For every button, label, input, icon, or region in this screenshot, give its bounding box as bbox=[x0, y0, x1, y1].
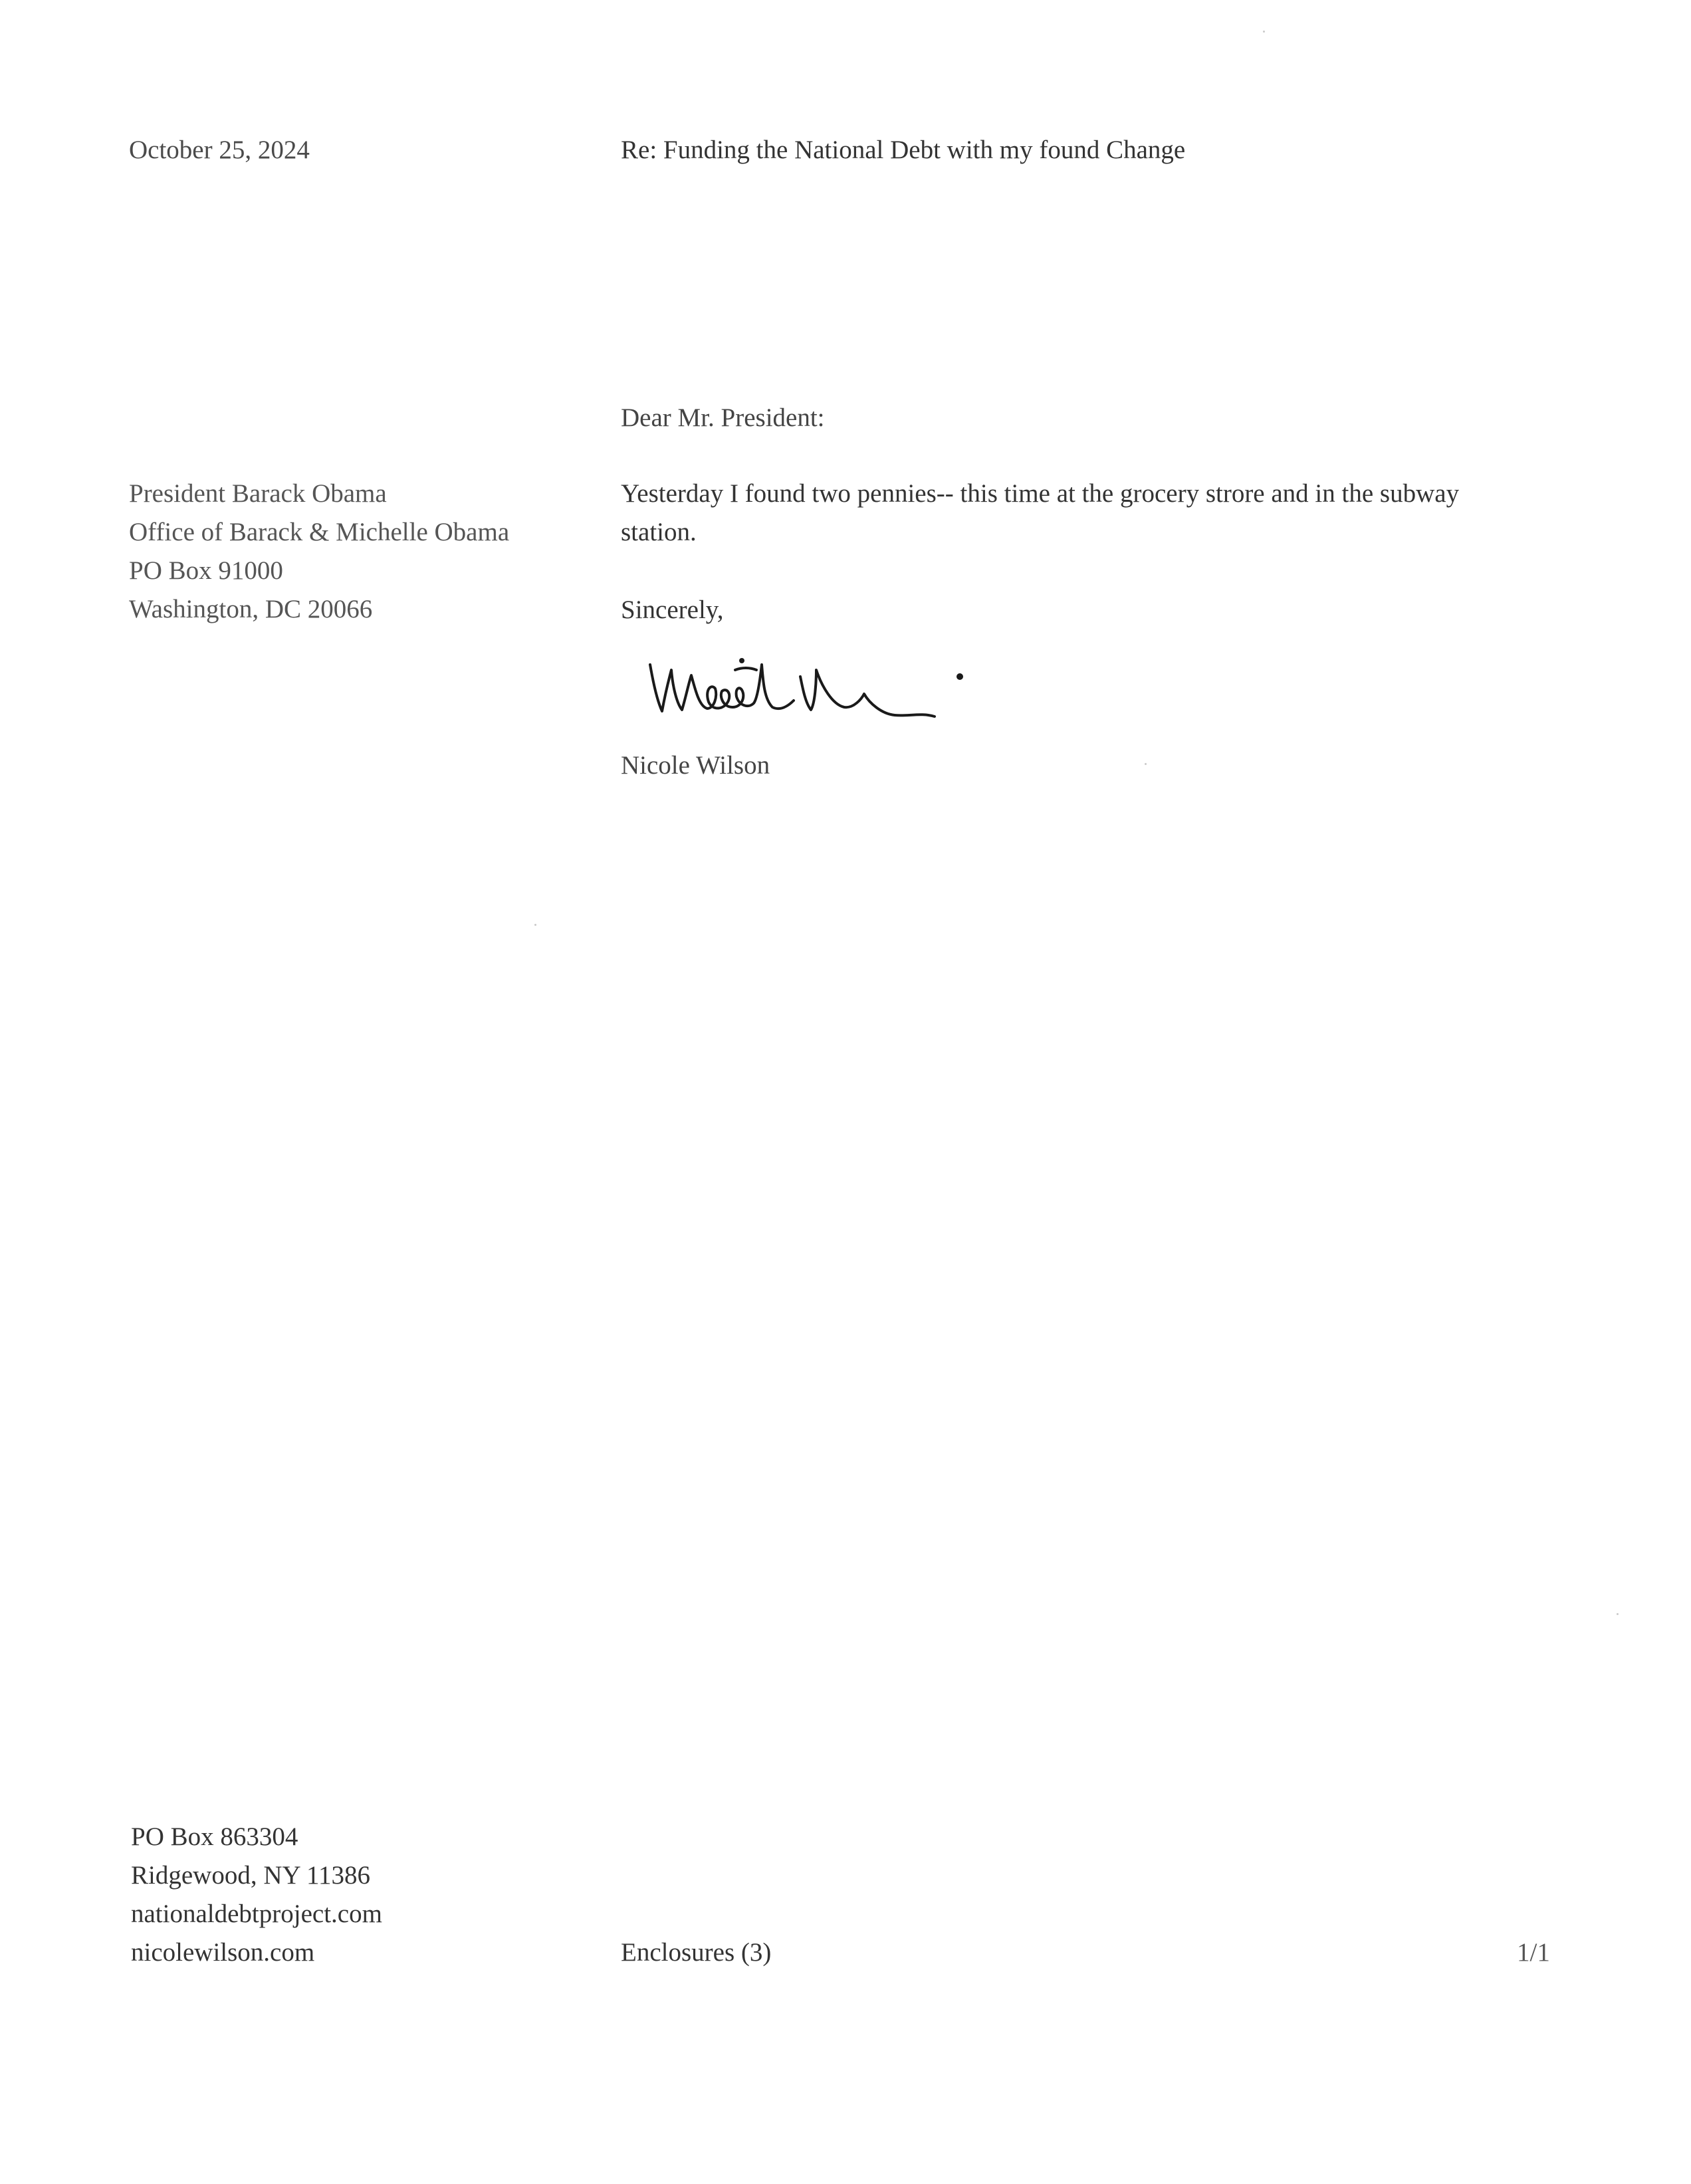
page-number: 1/1 bbox=[1517, 1938, 1550, 1967]
recipient-name: President Barack Obama bbox=[129, 479, 387, 508]
recipient-address bbox=[129, 475, 509, 629]
sender-website-personal: nicolewilson.com bbox=[131, 1938, 315, 1967]
handwritten-signature bbox=[642, 650, 988, 723]
sender-website-project: nationaldebtproject.com bbox=[131, 1900, 382, 1928]
scan-speck bbox=[534, 924, 536, 926]
recipient-po-box: PO Box 91000 bbox=[129, 556, 283, 585]
closing: Sincerely, bbox=[621, 596, 724, 624]
signer-name: Nicole Wilson bbox=[621, 751, 770, 780]
letter-subject: Re: Funding the National Debt with my found Change bbox=[621, 136, 1186, 164]
sender-city: Ridgewood, NY 11386 bbox=[131, 1861, 371, 1890]
sender-address bbox=[131, 1818, 382, 1972]
salutation: Dear Mr. President: bbox=[621, 403, 825, 432]
scan-speck bbox=[1263, 31, 1265, 33]
letter-date: October 25, 2024 bbox=[129, 136, 310, 164]
letter-body: Yesterday I found two pennies-- this time at the grocery strore and in the subway station. bbox=[621, 479, 1460, 546]
scan-speck bbox=[1145, 763, 1147, 765]
recipient-office: Office of Barack & Michelle Obama bbox=[129, 518, 510, 546]
recipient-city: Washington, DC 20066 bbox=[129, 595, 373, 623]
scan-speck bbox=[1617, 1613, 1619, 1615]
sender-po-box: PO Box 863304 bbox=[131, 1822, 298, 1851]
enclosures-note: Enclosures (3) bbox=[621, 1938, 772, 1967]
